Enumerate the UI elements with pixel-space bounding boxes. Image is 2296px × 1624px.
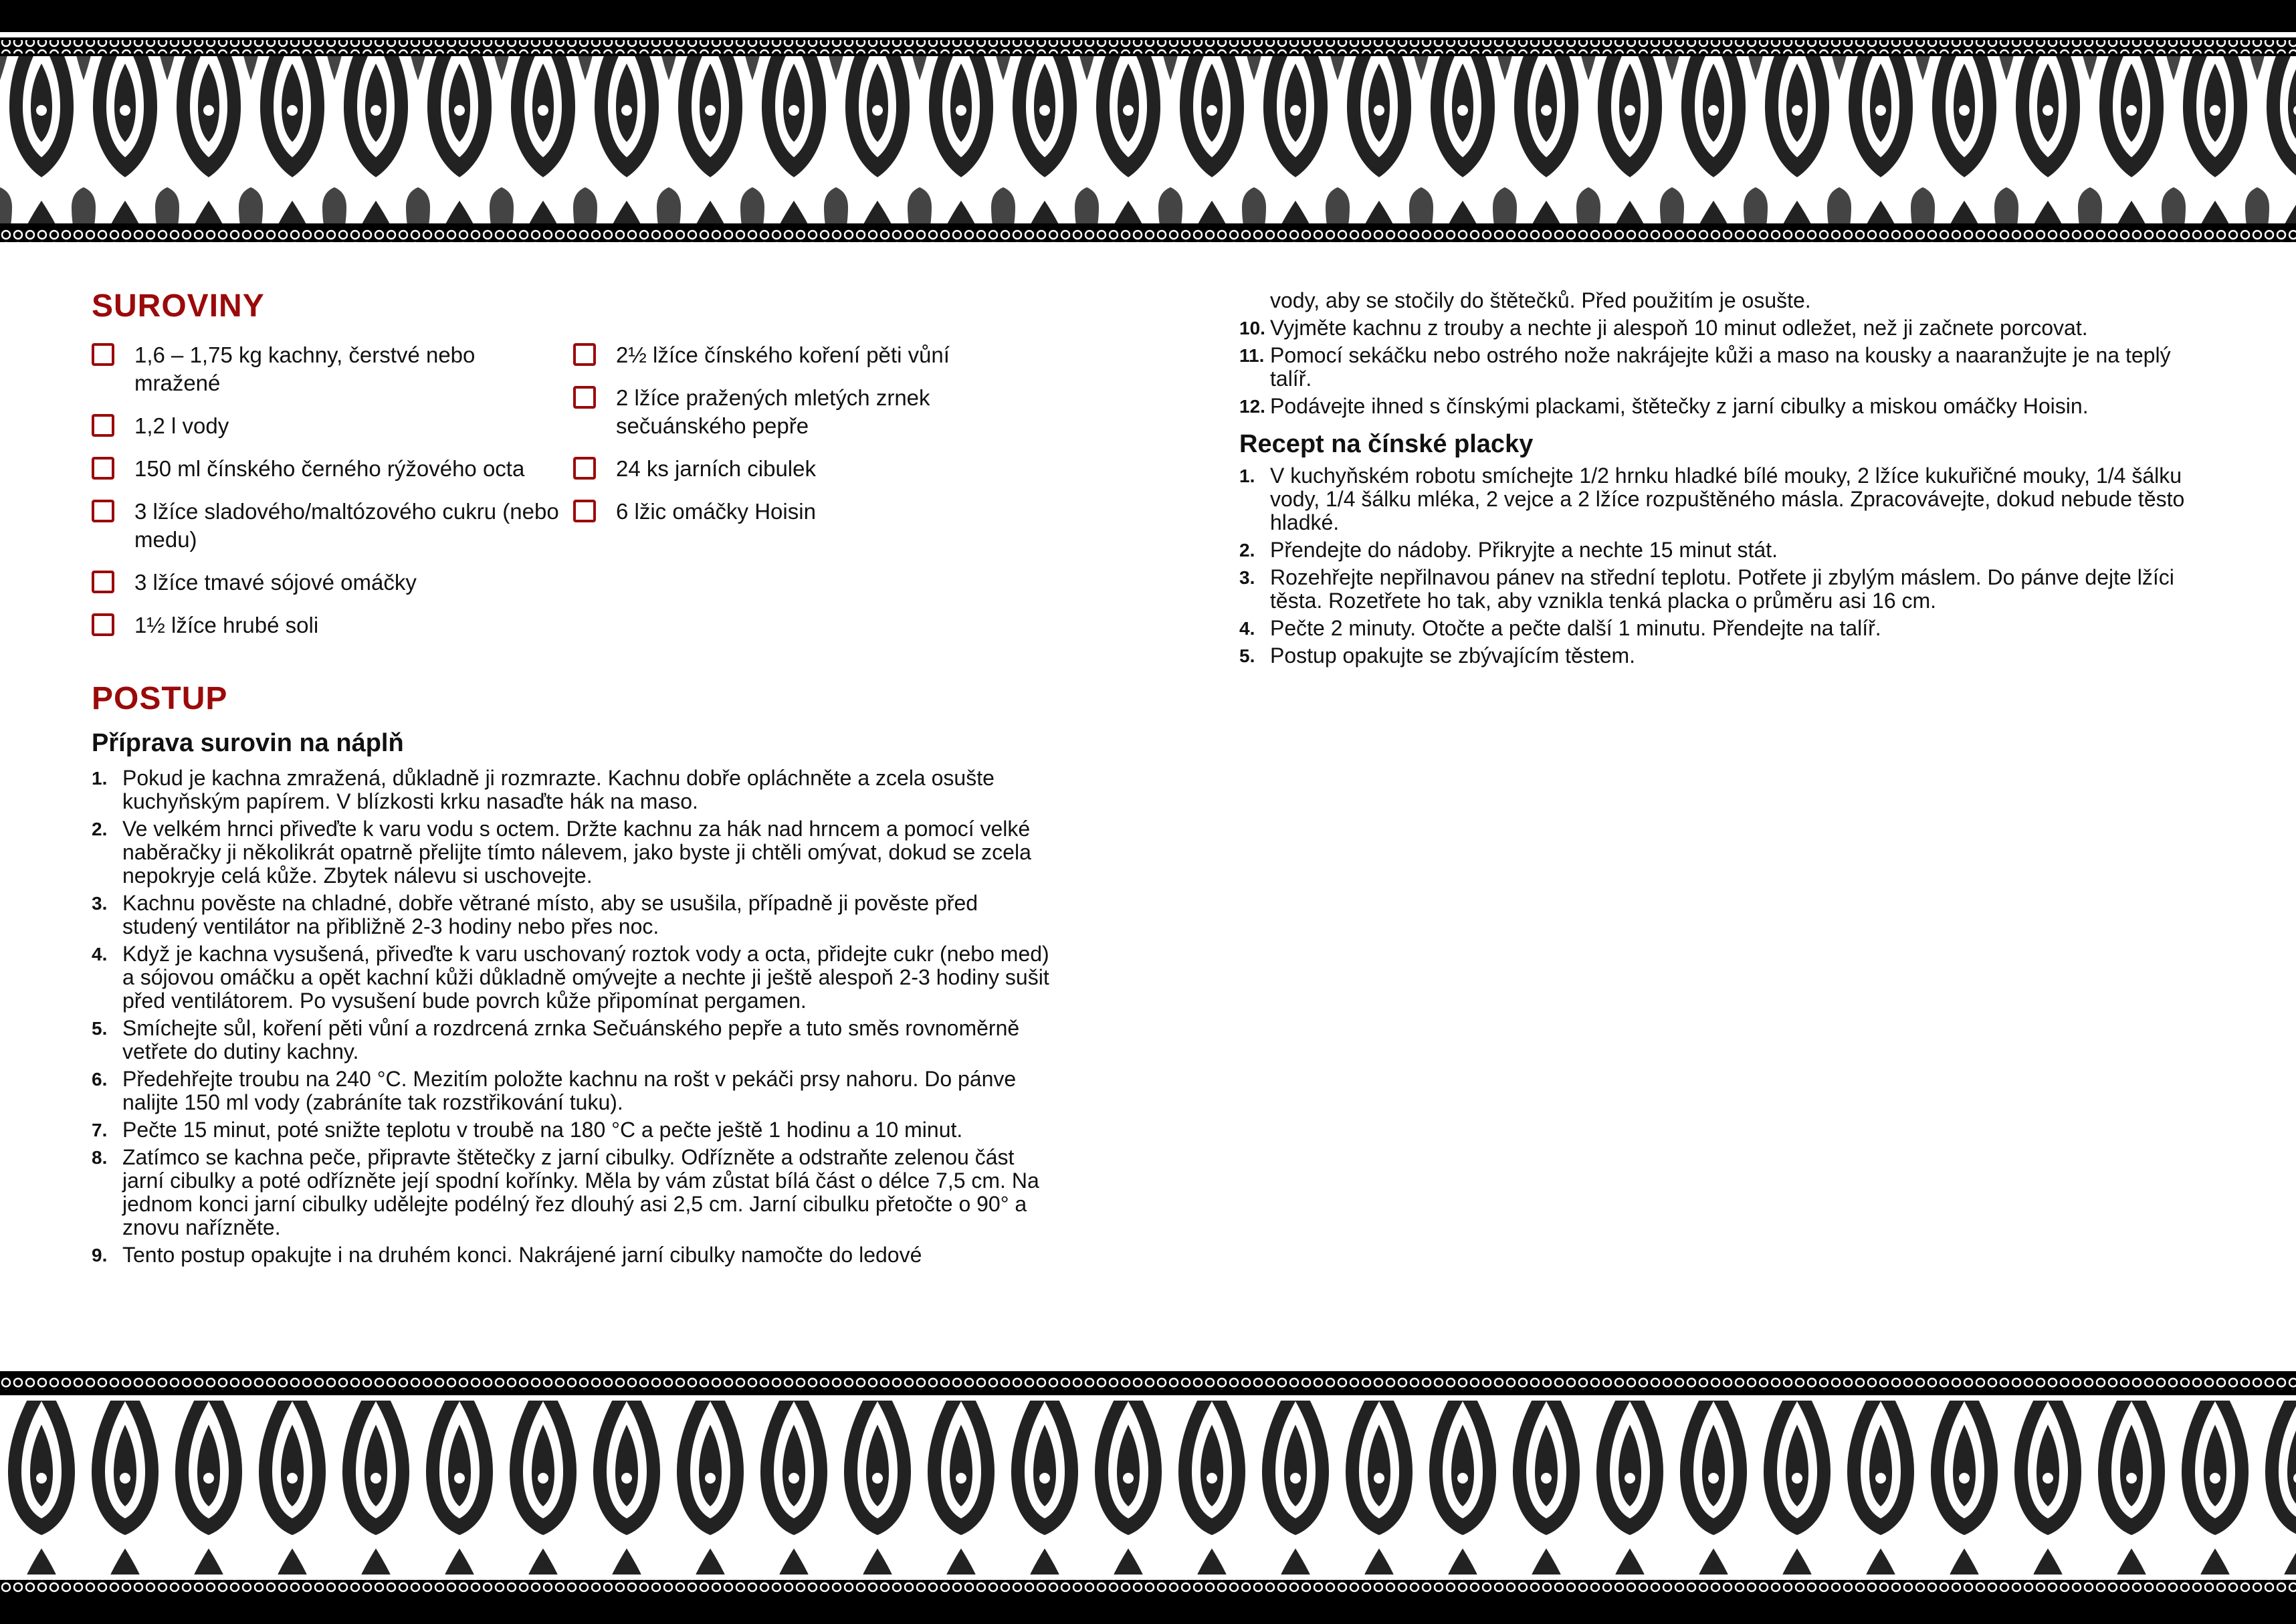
step-number: 2. bbox=[92, 819, 108, 839]
step-item bbox=[1239, 395, 2216, 418]
prep-subtitle: Příprava surovin na náplň bbox=[92, 729, 404, 757]
step-text: Předehřejte troubu na 240 °C. Mezitím položte kachnu na rošt v pekáči prsy nahoru. Do pánve nalijte 150 ml vody (zabráníte tak rozstřikování tuku). bbox=[122, 1067, 1017, 1114]
step-number: 1. bbox=[92, 768, 108, 789]
step-text: Pokud je kachna zmražená, důkladně ji rozmrazte. Kachnu dobře opláchněte a zcela osušte kuchyňským papírem. V blízkosti krku nasaďte hák na maso. bbox=[122, 766, 995, 813]
ingredient-label: 3 lžíce tmavé sójové omáčky bbox=[134, 570, 417, 595]
ingredients-list-right bbox=[573, 341, 1041, 540]
procedure-title: POSTUP bbox=[92, 681, 228, 716]
step-text: Přendejte do nádoby. Přikryjte a nechte 15 minut stát. bbox=[1270, 538, 1778, 562]
step-number: 2. bbox=[1239, 540, 1255, 561]
step-item bbox=[1239, 316, 2216, 340]
step-text: Smíchejte sůl, koření pěti vůní a rozdrcená zrnka Sečuánského pepře a tuto směs rovnoměrně vetřete do dutiny kachny. bbox=[122, 1016, 1020, 1063]
ingredient-checkbox[interactable] bbox=[573, 343, 596, 366]
ingredient-label: 1,6 – 1,75 kg kachny, čerstvé nebo mražené bbox=[134, 342, 476, 395]
step-item bbox=[1239, 344, 2216, 391]
bottom-ornament-band bbox=[0, 1364, 2296, 1624]
ingredient-item bbox=[573, 498, 1041, 526]
top-ornament-pattern bbox=[0, 0, 2296, 256]
step-text: Kachnu pověste na chladné, dobře větrané místo, aby se usušila, případně ji pověste před studený ventilátor na přibližně 2-3 hodiny nebo přes noc. bbox=[122, 891, 978, 938]
ingredient-checkbox[interactable] bbox=[92, 457, 114, 480]
step-item bbox=[1239, 644, 2216, 668]
ingredient-label: 3 lžíce sladového/maltózového cukru (nebo medu) bbox=[134, 499, 559, 552]
right-column-content bbox=[1239, 289, 2216, 672]
step-item bbox=[1239, 566, 2216, 613]
bottom-ornament-pattern bbox=[0, 1364, 2296, 1624]
procedure-steps bbox=[92, 767, 1055, 1271]
ingredient-checkbox[interactable] bbox=[92, 613, 114, 636]
step-number: 11. bbox=[1239, 345, 1265, 366]
step-text: Vyjměte kachnu z trouby a nechte ji alespoň 10 minut odležet, než ji začnete porcovat. bbox=[1270, 316, 2088, 340]
step-item bbox=[92, 1146, 1055, 1239]
step-number: 4. bbox=[1239, 618, 1255, 639]
step-item bbox=[92, 1068, 1055, 1114]
step-text: Zatímco se kachna peče, připravte štětečky z jarní cibulky. Odřízněte a odstraňte zelenou část jarní cibulky a poté odřízněte její spodní kořínky. Měla by vám zůstat bílá část o délce 7,5 cm. Na jednom konci jarní cibulky udělejte podélný řez dlouhý asi 2,5 cm. Jarní cibulku přetočte o 90° a znovu nařízněte. bbox=[122, 1145, 1039, 1239]
step-item bbox=[92, 1243, 1055, 1267]
ingredient-item bbox=[573, 384, 1041, 440]
ingredient-label: 150 ml čínského černého rýžového octa bbox=[134, 456, 525, 481]
ingredient-item bbox=[92, 341, 560, 397]
ingredient-checkbox[interactable] bbox=[573, 500, 596, 522]
ingredient-checkbox[interactable] bbox=[92, 343, 114, 366]
pancakes-subtitle: Recept na čínské placky bbox=[1239, 430, 1534, 458]
ingredient-checkbox[interactable] bbox=[573, 457, 596, 480]
ingredient-checkbox[interactable] bbox=[573, 386, 596, 409]
step-text: Tento postup opakujte i na druhém konci. Nakrájené jarní cibulky namočte do ledové bbox=[122, 1243, 922, 1267]
step-number: 3. bbox=[92, 893, 108, 914]
step-9-continuation: vody, aby se stočily do štětečků. Před použitím je osušte. bbox=[1270, 288, 1811, 312]
ingredient-item bbox=[92, 455, 560, 483]
step-item bbox=[1239, 538, 2216, 562]
step-number: 7. bbox=[92, 1120, 108, 1140]
ingredient-item bbox=[92, 498, 560, 554]
ingredient-checkbox[interactable] bbox=[92, 571, 114, 593]
step-number: 10. bbox=[1239, 318, 1265, 338]
step-number: 1. bbox=[1239, 466, 1255, 486]
step-number: 8. bbox=[92, 1147, 108, 1168]
step-number: 3. bbox=[1239, 567, 1255, 588]
step-text: Postup opakujte se zbývajícím těstem. bbox=[1270, 643, 1636, 668]
ingredient-item bbox=[573, 455, 1041, 483]
step-number: 5. bbox=[1239, 645, 1255, 666]
ingredient-item bbox=[92, 611, 560, 639]
ingredient-label: 2 lžíce pražených mletých zrnek sečuánského pepře bbox=[616, 385, 930, 438]
step-text: Rozehřejte nepřilnavou pánev na střední teplotu. Potřete ji zbylým máslem. Do pánve dejte lžíci těsta. Rozetřete ho tak, aby vznikla tenká placka o průměru asi 16 cm. bbox=[1270, 565, 2174, 613]
step-item bbox=[92, 767, 1055, 813]
step-item bbox=[92, 1118, 1055, 1142]
step-number: 12. bbox=[1239, 396, 1265, 417]
ingredients-list-left bbox=[92, 341, 560, 654]
step-item bbox=[92, 1017, 1055, 1063]
ingredient-item bbox=[92, 569, 560, 597]
ingredient-label: 1½ lžíce hrubé soli bbox=[134, 613, 319, 637]
step-item bbox=[1239, 617, 2216, 640]
ingredient-label: 1,2 l vody bbox=[134, 413, 229, 438]
step-text: Podávejte ihned s čínskými plackami, štětečky z jarní cibulky a miskou omáčky Hoisin. bbox=[1270, 394, 2089, 418]
ingredient-checkbox[interactable] bbox=[92, 500, 114, 522]
ingredient-item bbox=[573, 341, 1041, 369]
step-number: 5. bbox=[92, 1018, 108, 1039]
ingredient-label: 6 lžic omáčky Hoisin bbox=[616, 499, 816, 524]
step-item bbox=[92, 942, 1055, 1013]
ingredient-item bbox=[92, 412, 560, 440]
step-number: 9. bbox=[92, 1245, 108, 1265]
step-text: Pomocí sekáčku nebo ostrého nože nakrájejte kůži a maso na kousky a naaranžujte je na teplý talíř. bbox=[1270, 343, 2171, 391]
step-text: Pečte 15 minut, poté snižte teplotu v troubě na 180 °C a pečte ještě 1 hodinu a 10 minut. bbox=[122, 1118, 963, 1142]
step-text: Ve velkém hrnci přiveďte k varu vodu s octem. Držte kachnu za hák nad hrncem a pomocí velké naběračky ji několikrát opatrně přelijte tímto nálevem, jako byste ji chtěli omývat, dokud se zcela nepokryje celá kůže. Zbytek nálevu si uschovejte. bbox=[122, 817, 1031, 888]
ingredient-checkbox[interactable] bbox=[92, 414, 114, 437]
step-item bbox=[92, 892, 1055, 938]
ingredient-label: 24 ks jarních cibulek bbox=[616, 456, 816, 481]
step-text: Když je kachna vysušená, přiveďte k varu uschovaný roztok vody a octa, přidejte cukr (nebo med) a sójovou omáčku a opět kachní kůži důkladně omývejte a nechte ji ještě alespoň 2-3 hodiny sušit před ventilátorem. Po vysušení bude povrch kůže připomínat pergamen. bbox=[122, 942, 1049, 1013]
step-item bbox=[92, 817, 1055, 888]
step-number: 6. bbox=[92, 1069, 108, 1090]
step-text: V kuchyňském robotu smíchejte 1/2 hrnku hladké bílé mouky, 2 lžíce kukuřičné mouky, 1/4 šálku vody, 1/4 šálku mléka, 2 vejce a 2 lžíce rozpuštěného másla. Zpracovávejte, dokud nebude těsto hladké. bbox=[1270, 464, 2185, 534]
step-text: Pečte 2 minuty. Otočte a pečte další 1 minutu. Přendejte na talíř. bbox=[1270, 616, 1881, 640]
step-item bbox=[1239, 464, 2216, 534]
top-ornament-band bbox=[0, 0, 2296, 256]
ingredient-label: 2½ lžíce čínského koření pěti vůní bbox=[616, 342, 950, 367]
ingredients-title: SUROVINY bbox=[92, 288, 265, 324]
step-number: 4. bbox=[92, 944, 108, 965]
